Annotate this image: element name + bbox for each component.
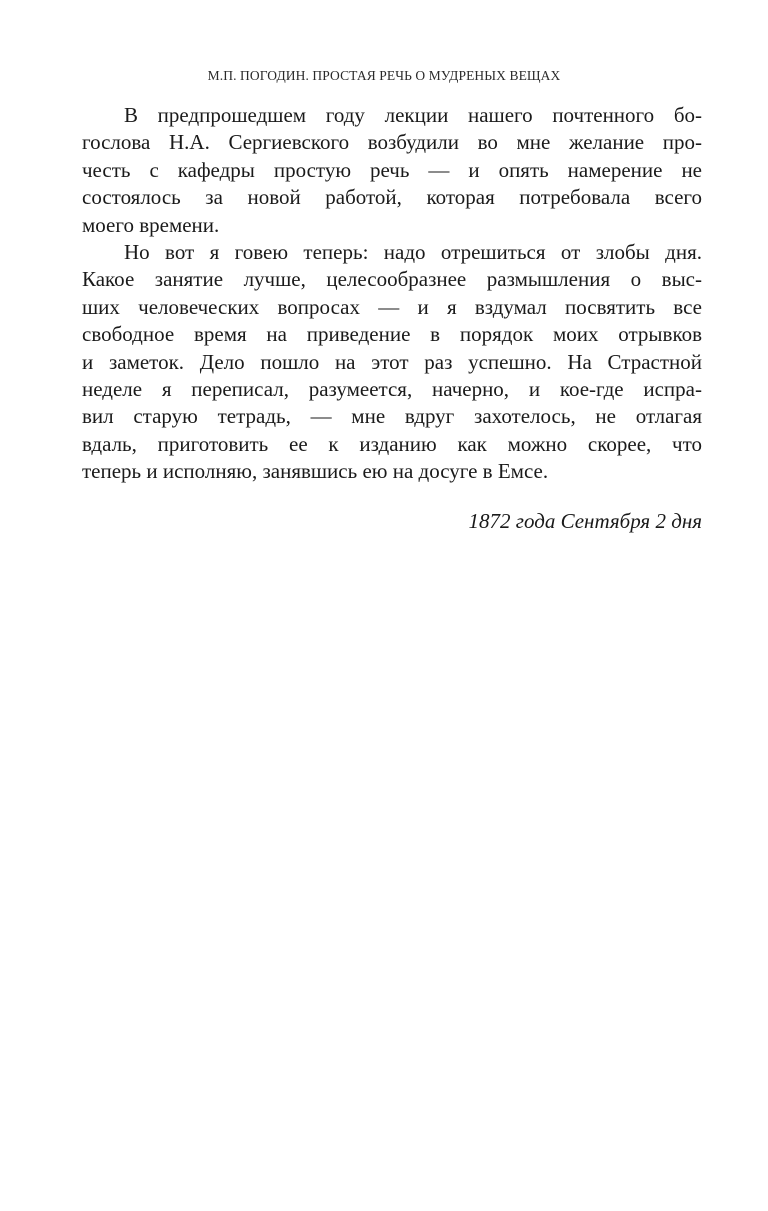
- text-line: и заметок. Дело пошло на этот раз успешно. На Страстной: [82, 349, 702, 374]
- text-line: вил старую тетрадь, — мне вдруг захотелось, не отлагая: [82, 404, 702, 429]
- text-line: гослова Н.А. Сергиевского возбудили во мне желание про-: [82, 130, 702, 155]
- text-line: неделе я переписал, разумеется, начерно, и кое-где испра-: [82, 376, 702, 401]
- text-line: Но вот я говею теперь: надо отрешиться от злобы дня.: [124, 239, 702, 264]
- text-line: теперь и исполняю, занявшись ею на досуге в Емсе.: [82, 459, 549, 484]
- text-line: состоялось за новой работой, которая потребовала всего: [82, 185, 702, 210]
- body-text: [82, 102, 702, 485]
- text-line: вдаль, приготовить ее к изданию как можно скорее, что: [82, 431, 702, 456]
- paragraph-2: [82, 239, 702, 486]
- running-head: М.П. ПОГОДИН. ПРОСТАЯ РЕЧЬ О МУДРЕНЫХ ВЕЩАХ: [207, 68, 561, 83]
- text-line: честь с кафедры простую речь — и опять намерение не: [82, 157, 702, 182]
- text-line: ших человеческих вопросах — и я вздумал посвятить все: [82, 294, 702, 319]
- paragraph-1: [82, 102, 702, 239]
- text-line: свободное время на приведение в порядок моих отрывков: [82, 322, 702, 347]
- text-line: моего времени.: [82, 212, 220, 237]
- date-signature: 1872 года Сентября 2 дня: [468, 509, 702, 533]
- text-line: Какое занятие лучше, целесообразнее размышления о выс-: [82, 267, 702, 292]
- text-line: В предпрошедшем году лекции нашего почтенного бо-: [124, 103, 702, 127]
